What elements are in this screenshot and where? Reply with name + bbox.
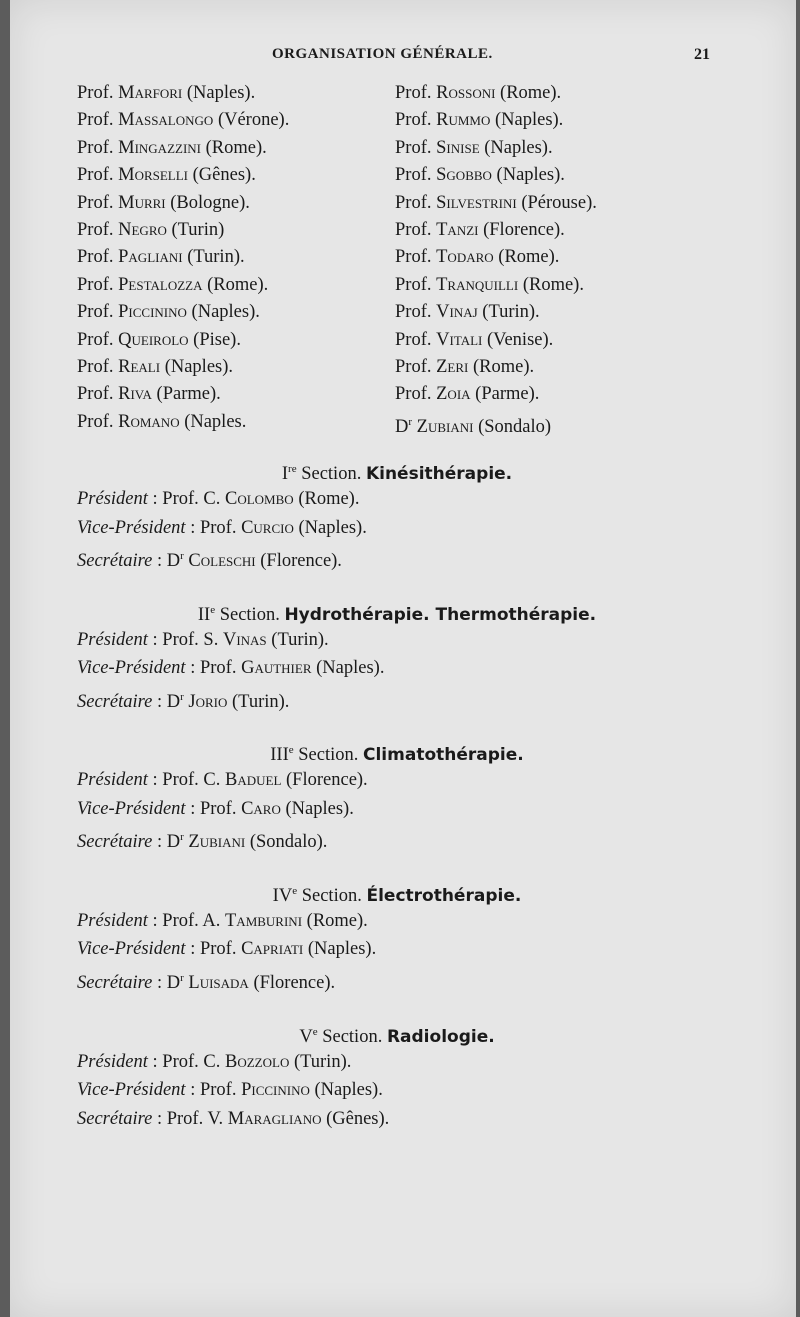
- member-entry: [395, 381, 597, 408]
- member-place: (Naples.: [184, 411, 247, 432]
- member-entry: [395, 217, 597, 244]
- member-title: Prof.: [77, 384, 114, 405]
- officer-line: [77, 514, 717, 543]
- section-label: Section.: [219, 604, 280, 625]
- member-name: Murri: [118, 192, 166, 213]
- officer-place: (Turin).: [271, 629, 329, 650]
- officer-line: [77, 1105, 717, 1134]
- member-place: (Rome).: [498, 247, 560, 268]
- officer-role: Président: [77, 910, 148, 931]
- officer-role: Secrétaire: [77, 551, 153, 572]
- member-title: Prof.: [395, 302, 432, 323]
- member-name: Sinise: [436, 137, 480, 158]
- officer-line: [77, 626, 717, 655]
- member-entry: [395, 409, 597, 442]
- member-entry: [395, 354, 597, 381]
- member-name: Vitali: [436, 329, 483, 350]
- member-place: (Naples).: [164, 357, 234, 378]
- member-place: (Naples).: [496, 165, 565, 186]
- member-title: Prof.: [77, 357, 114, 378]
- member-title: Prof.: [77, 192, 114, 213]
- officer-place: (Rome).: [306, 910, 368, 931]
- book-page: [10, 0, 796, 1317]
- member-entry: [77, 272, 289, 299]
- member-name: Vinaj: [436, 302, 478, 323]
- officer-separator: :: [190, 939, 196, 960]
- member-name: Reali: [118, 357, 161, 378]
- section-block: [77, 1018, 717, 1134]
- member-place: (Sondalo): [478, 417, 552, 438]
- officer-name: Zubiani: [188, 832, 246, 853]
- officer-role: Vice-Président: [77, 517, 186, 538]
- member-place: (Venise).: [487, 329, 554, 350]
- section-name: Électrothérapie.: [366, 886, 522, 907]
- member-name: Negro: [118, 220, 167, 241]
- officer-separator: :: [156, 691, 163, 712]
- member-name: Zoia: [436, 384, 471, 405]
- section-name: Kinésithérapie.: [365, 464, 513, 485]
- member-title: Prof.: [77, 165, 114, 186]
- member-title: Prof.: [77, 247, 114, 268]
- member-place: (Turin): [171, 220, 225, 241]
- officer-title: Prof. V.: [166, 1108, 224, 1129]
- member-title: Prof.: [395, 220, 432, 241]
- officer-place: (Florence).: [253, 973, 336, 994]
- member-entry: [77, 381, 289, 408]
- member-entry: [395, 107, 597, 134]
- member-name: Tanzi: [436, 220, 479, 241]
- officer-place: (Rome).: [298, 489, 360, 509]
- officer-title: Prof.: [199, 939, 237, 960]
- member-title: Prof.: [77, 274, 114, 295]
- section-numeral: IV: [272, 886, 293, 907]
- member-name: Marfori: [118, 83, 183, 103]
- member-title: Prof.: [77, 110, 114, 131]
- officer-name: Coleschi: [188, 551, 256, 572]
- section-ordinal: e: [312, 1025, 318, 1038]
- member-title: Prof.: [77, 83, 114, 103]
- officer-place: (Gênes).: [326, 1108, 390, 1129]
- section-name: Climatothérapie.: [363, 745, 524, 766]
- officer-separator: :: [190, 517, 196, 538]
- member-place: (Vérone).: [217, 110, 290, 131]
- officer-role: Président: [77, 770, 148, 791]
- section-numeral: II: [197, 604, 211, 625]
- officer-line: [77, 964, 717, 998]
- member-entry: [77, 409, 289, 436]
- member-name: Riva: [118, 384, 152, 405]
- member-name: Rummo: [436, 110, 491, 131]
- officer-line: [77, 542, 717, 576]
- member-title: Prof.: [395, 165, 432, 186]
- running-title: ORGANISATION GÉNÉRALE.: [272, 46, 493, 62]
- member-place: (Turin).: [187, 247, 245, 268]
- officer-line: [77, 1076, 717, 1105]
- officer-line: [77, 654, 717, 683]
- officer-title: $D^r$: [166, 971, 184, 994]
- officer-title: Prof.: [199, 517, 237, 538]
- officer-line: [77, 485, 717, 514]
- officer-title: Prof.: [199, 798, 237, 819]
- member-place: (Rome).: [522, 274, 584, 295]
- member-place: (Parme).: [156, 384, 221, 405]
- member-title: Prof.: [77, 220, 114, 241]
- member-name: Rossoni: [436, 83, 496, 103]
- officer-name: Tamburini: [225, 910, 303, 931]
- member-entry: [77, 107, 289, 134]
- member-entry: [395, 80, 597, 107]
- officer-name: Vinas: [222, 629, 267, 650]
- officer-role: Secrétaire: [77, 691, 153, 712]
- section-heading: [77, 736, 717, 766]
- officer-name: Piccinino: [241, 1080, 310, 1101]
- officer-line: [77, 683, 717, 717]
- officer-place: (Naples).: [316, 658, 385, 679]
- member-place: (Naples).: [494, 110, 564, 131]
- officer-role: Vice-Président: [77, 1080, 186, 1101]
- officer-separator: :: [152, 629, 158, 650]
- officer-name: Baduel: [225, 770, 282, 791]
- member-entry: [77, 190, 289, 217]
- member-name: Tranquilli: [436, 274, 519, 295]
- officer-name: Colombo: [225, 489, 294, 509]
- officer-name: Luisada: [188, 973, 249, 994]
- member-entry: [395, 327, 597, 354]
- member-entry: [77, 135, 289, 162]
- section-block: [77, 877, 717, 998]
- member-title: Prof.: [395, 83, 432, 103]
- member-title: Prof.: [395, 247, 432, 268]
- member-title: Prof.: [395, 192, 432, 213]
- officer-place: (Naples).: [298, 517, 367, 538]
- member-place: (Naples).: [484, 137, 553, 158]
- section-ordinal: e: [210, 603, 216, 616]
- officer-name: Bozzolo: [225, 1051, 290, 1072]
- officer-separator: :: [152, 1051, 158, 1072]
- member-place: (Naples).: [191, 302, 260, 323]
- member-title: $D^r$: [395, 415, 413, 438]
- section-label: Section.: [298, 745, 359, 766]
- officer-separator: :: [156, 832, 163, 853]
- officer-place: (Naples).: [307, 939, 377, 960]
- officer-separator: :: [156, 551, 163, 572]
- section-block: [77, 455, 717, 576]
- member-title: Prof.: [395, 274, 432, 295]
- officer-separator: :: [152, 489, 158, 509]
- officer-role: Vice-Président: [77, 798, 186, 819]
- officer-title: Prof. C.: [162, 1051, 221, 1072]
- section-ordinal: e: [292, 884, 298, 897]
- officer-name: Gauthier: [241, 658, 312, 679]
- member-column-left: [77, 80, 289, 436]
- member-entry: [395, 162, 597, 189]
- officer-place: (Naples).: [285, 798, 354, 819]
- officer-separator: :: [190, 658, 196, 679]
- section-heading: [77, 596, 717, 626]
- member-entry: [77, 244, 289, 271]
- member-name: Romano: [118, 411, 180, 432]
- member-entry: [77, 80, 289, 107]
- member-place: (Rome).: [205, 137, 267, 158]
- member-place: (Pise).: [193, 329, 241, 350]
- member-name: Morselli: [118, 165, 189, 186]
- member-place: (Rome).: [500, 83, 562, 103]
- officer-place: (Sondalo).: [249, 832, 328, 853]
- officer-title: Prof. C.: [162, 489, 221, 509]
- member-place: (Bologne).: [170, 192, 250, 213]
- officer-separator: :: [190, 798, 196, 819]
- member-title: Prof.: [395, 357, 432, 378]
- member-title: Prof.: [395, 384, 432, 405]
- member-entry: [77, 299, 289, 326]
- officer-separator: :: [190, 1080, 196, 1101]
- officer-title: Prof. A.: [162, 910, 221, 931]
- member-name: Zeri: [436, 357, 469, 378]
- officer-place: (Florence).: [286, 770, 368, 791]
- member-name: Piccinino: [118, 302, 187, 323]
- member-entry: [395, 190, 597, 217]
- section-heading: [77, 877, 717, 907]
- member-name: Mingazzini: [118, 137, 201, 158]
- member-name: Zubiani: [416, 417, 474, 438]
- officer-title: $D^r$: [166, 550, 184, 572]
- officer-title: Prof.: [199, 658, 237, 679]
- section-ordinal: e: [288, 744, 294, 757]
- member-title: Prof.: [77, 411, 114, 432]
- section-label: Section.: [301, 464, 362, 485]
- member-title: Prof.: [395, 329, 432, 350]
- officer-separator: :: [152, 770, 158, 791]
- officer-line: [77, 795, 717, 824]
- section-label: Section.: [301, 886, 362, 907]
- section-name: Hydrothérapie. Thermothérapie.: [284, 604, 597, 625]
- member-place: (Turin).: [482, 302, 540, 323]
- member-title: Prof.: [395, 110, 432, 131]
- member-name: Sgobbo: [436, 165, 492, 186]
- officer-role: Secrétaire: [77, 832, 153, 853]
- officer-separator: :: [156, 1108, 163, 1129]
- officer-name: Maragliano: [227, 1108, 322, 1129]
- officer-role: Vice-Président: [77, 658, 186, 679]
- member-place: (Gênes).: [192, 165, 256, 186]
- member-title: Prof.: [77, 302, 114, 323]
- officer-title: $D^r$: [166, 690, 184, 712]
- section-ordinal: re: [288, 463, 297, 475]
- member-place: (Rome).: [473, 357, 535, 378]
- member-name: Massalongo: [118, 110, 214, 131]
- sections-list: [77, 455, 717, 1153]
- member-entry: [395, 272, 597, 299]
- officer-line: [77, 907, 717, 936]
- officer-role: Président: [77, 629, 148, 650]
- member-place: (Florence).: [483, 220, 565, 241]
- officer-title: Prof. S.: [162, 629, 219, 650]
- officer-line: [77, 766, 717, 795]
- officer-line: [77, 935, 717, 964]
- member-place: (Naples).: [186, 83, 256, 103]
- member-title: Prof.: [77, 329, 114, 350]
- member-name: Silvestrini: [436, 192, 517, 213]
- member-name: Queirolo: [118, 329, 189, 350]
- officer-role: Vice-Président: [77, 939, 186, 960]
- section-heading: [77, 1018, 717, 1048]
- officer-name: Curcio: [241, 517, 294, 538]
- section-numeral: V: [299, 1026, 313, 1047]
- section-name: Radiologie.: [386, 1026, 495, 1047]
- officer-separator: :: [152, 910, 158, 931]
- member-title: Prof.: [77, 137, 114, 158]
- member-place: (Rome).: [207, 274, 269, 295]
- section-block: [77, 596, 717, 717]
- member-entry: [77, 354, 289, 381]
- member-name: Pestalozza: [118, 274, 203, 295]
- member-title: Prof.: [395, 137, 432, 158]
- page-header: [10, 46, 796, 70]
- member-place: (Pérouse).: [521, 192, 597, 213]
- officer-place: (Turin).: [232, 691, 290, 712]
- officer-title: Prof. C.: [162, 770, 221, 791]
- member-name: Todaro: [436, 247, 494, 268]
- officer-title: Prof.: [199, 1080, 237, 1101]
- member-entry: [77, 327, 289, 354]
- member-place: (Parme).: [475, 384, 540, 405]
- officer-role: Secrétaire: [77, 1108, 153, 1129]
- member-entry: [77, 217, 289, 244]
- officer-line: [77, 1048, 717, 1077]
- officer-name: Jorio: [188, 691, 228, 712]
- section-numeral: I: [281, 464, 289, 485]
- officer-line: [77, 823, 717, 857]
- section-block: [77, 736, 717, 857]
- officer-title: $D^r$: [166, 831, 184, 853]
- member-name: Pagliani: [118, 247, 183, 268]
- member-column-right: [395, 80, 597, 441]
- officer-place: (Naples).: [314, 1080, 383, 1101]
- officer-separator: :: [156, 973, 163, 994]
- section-label: Section.: [322, 1026, 383, 1047]
- member-entry: [77, 162, 289, 189]
- section-heading: [77, 455, 717, 485]
- officer-place: (Florence).: [260, 551, 342, 572]
- section-numeral: III: [270, 745, 289, 766]
- officer-role: Président: [77, 489, 148, 509]
- officer-place: (Turin).: [293, 1051, 352, 1072]
- officer-name: Caro: [241, 798, 281, 819]
- page-number: 21: [694, 46, 710, 63]
- officer-role: Secrétaire: [77, 973, 153, 994]
- officer-name: Capriati: [241, 939, 304, 960]
- member-entry: [395, 244, 597, 271]
- officer-role: Président: [77, 1051, 148, 1072]
- member-entry: [395, 135, 597, 162]
- member-entry: [395, 299, 597, 326]
